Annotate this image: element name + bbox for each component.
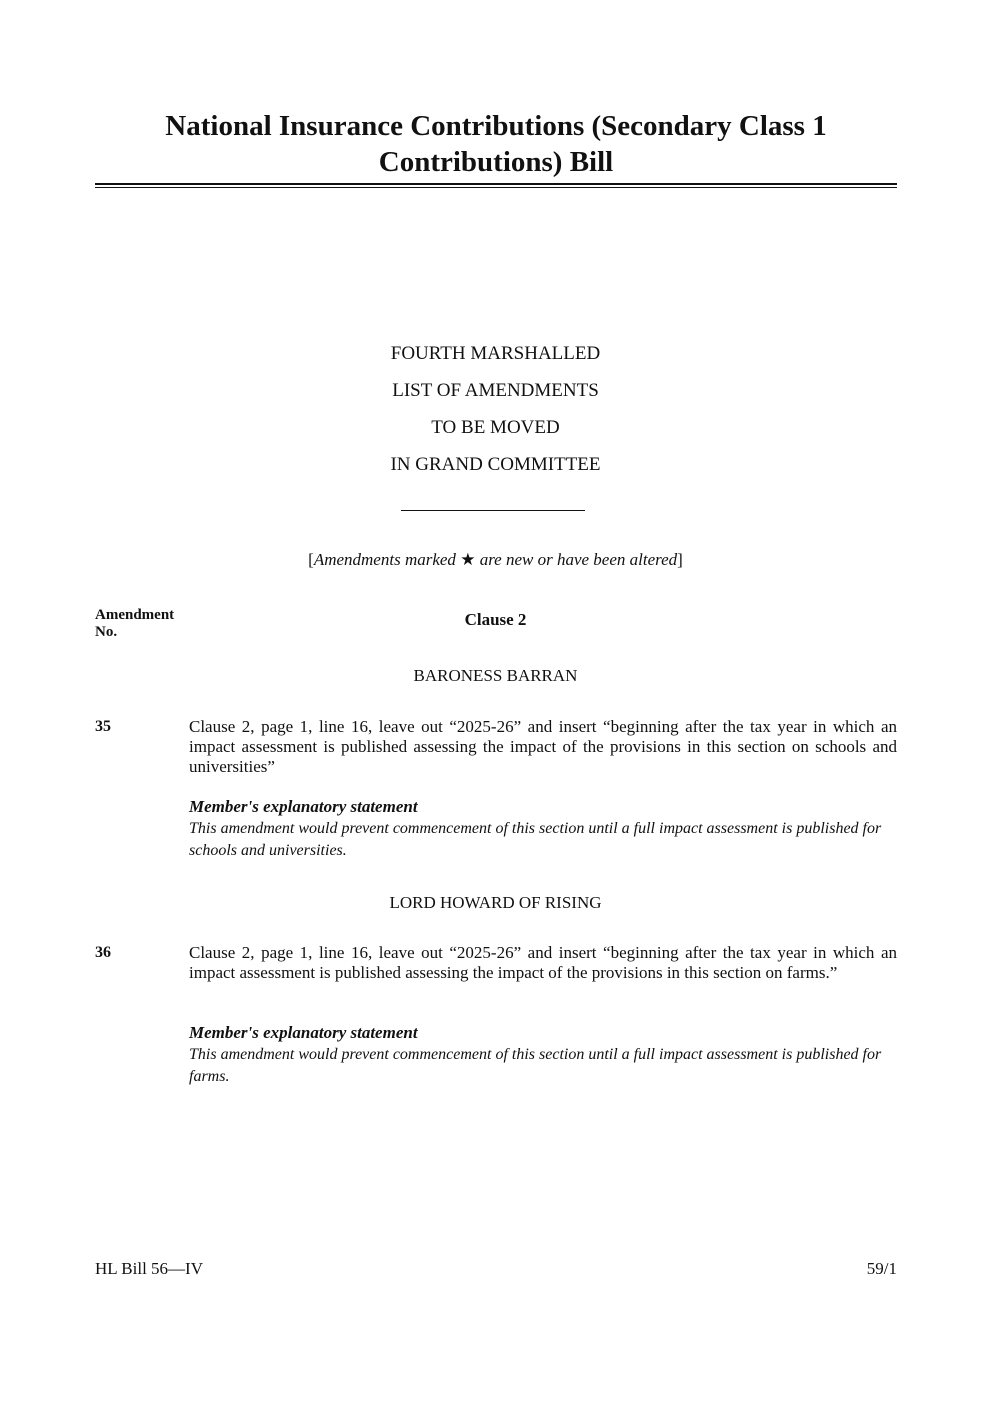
clause-heading: Clause 2 [464,610,527,629]
note-suffix: are new or have been altered [479,550,678,569]
list-heading [0,340,991,488]
star-icon: ★ [460,550,476,569]
amendment-text: Clause 2, page 1, line 16, leave out “2025-26” and insert “beginning after the tax year in which an impact assessment is published assessing the impact of the provisions in this section on schools and universities” [189,717,897,776]
title-double-rule [95,183,897,188]
heading-line-1: FOURTH MARSHALLED [390,343,601,364]
explanatory-statement-title: Member's explanatory statement [189,797,418,816]
member-name: LORD HOWARD OF RISING [389,893,602,912]
heading-line-3: TO BE MOVED [431,417,560,438]
footer-page-reference: 59/1 [866,1259,897,1278]
explanatory-statement-title: Member's explanatory statement [189,1023,418,1042]
explanatory-statement-text: This amendment would prevent commencement of this section until a full impact assessment is published for farms. [189,1046,882,1085]
amendment-no-label-line2: No. [95,624,118,640]
heading-divider [401,510,585,511]
explanatory-statement-text: This amendment would prevent commencement of this section until a full impact assessment is published for schools and universities. [189,820,882,859]
amendment-number: 36 [95,944,111,961]
amendment-number: 35 [95,718,111,735]
bill-title: National Insurance Contributions (Secondary Class 1 Contributions) Bill [165,110,827,178]
heading-line-4: IN GRAND COMMITTEE [390,454,601,475]
note-close-bracket: ] [677,550,683,569]
amendment-no-label-line1: Amendment [95,607,175,623]
heading-line-2: LIST OF AMENDMENTS [392,380,599,401]
footer-bill-reference: HL Bill 56—IV [95,1259,203,1278]
note-open-bracket: [ [308,550,314,569]
amendments-note [0,548,991,572]
amendment-text: Clause 2, page 1, line 16, leave out “2025-26” and insert “beginning after the tax year in which an impact assessment is published assessing the impact of the provisions in this section on farms.” [189,943,897,982]
member-name: BARONESS BARRAN [413,666,578,685]
note-prefix: Amendments marked [313,550,456,569]
